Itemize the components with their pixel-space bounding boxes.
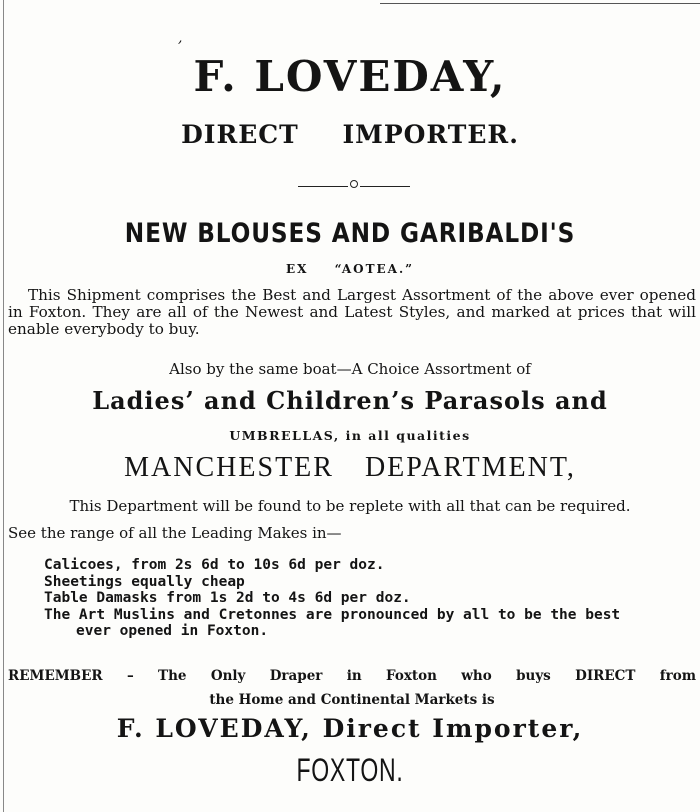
- signature-line: F. LOVEDAY, Direct Importer,: [116, 714, 584, 743]
- merchant-subtitle: DIRECT IMPORTER.: [181, 120, 519, 149]
- vessel-name: EX “AOTEA.”: [285, 262, 415, 276]
- town-name: FOXTON.: [296, 752, 404, 788]
- list-item: ever opened in Foxton.: [76, 623, 269, 639]
- list-item: The Art Muslins and Cretonnes are pronounced by all to be the best: [44, 606, 621, 623]
- list-item: Calicoes, from 2s 6d to 10s 6d per doz.: [44, 557, 385, 573]
- department-note: This Department will be found to be replete with all that can be required.: [69, 497, 631, 515]
- ornamental-divider: [298, 186, 412, 188]
- remember-line-2: the Home and Continental Markets is: [209, 692, 495, 708]
- parasols-title: Ladies’ and Children’s Parasols and: [92, 386, 608, 415]
- parasols-intro: Also by the same boat—A Choice Assortment of: [169, 360, 531, 378]
- product-list: [44, 557, 696, 640]
- remember-notice: [8, 664, 696, 712]
- umbrellas-subtitle: UMBRELLAS, in all qualities: [229, 428, 471, 443]
- stray-mark: ,: [178, 30, 183, 46]
- merchant-name: F. LOVEDAY,: [193, 52, 507, 101]
- top-rule: [380, 3, 700, 4]
- shipment-title: NEW BLOUSES AND GARIBALDI'S: [124, 218, 576, 249]
- remember-line-1: REMEMBER – The Only Draper in Foxton who buys DIRECT from: [8, 668, 696, 684]
- shipment-description: This Shipment comprises the Best and Largest Assortment of the above ever opened in Foxton. They are all of the Newest and Latest Styles, and marked at prices that will enable everybody to buy.: [8, 286, 696, 338]
- list-item: Table Damasks from 1s 2d to 4s 6d per doz.: [44, 590, 411, 606]
- list-item: Sheetings equally cheap: [44, 573, 245, 590]
- range-intro: See the range of all the Leading Makes in—: [8, 524, 342, 542]
- manchester-title: MANCHESTER DEPARTMENT,: [124, 452, 576, 483]
